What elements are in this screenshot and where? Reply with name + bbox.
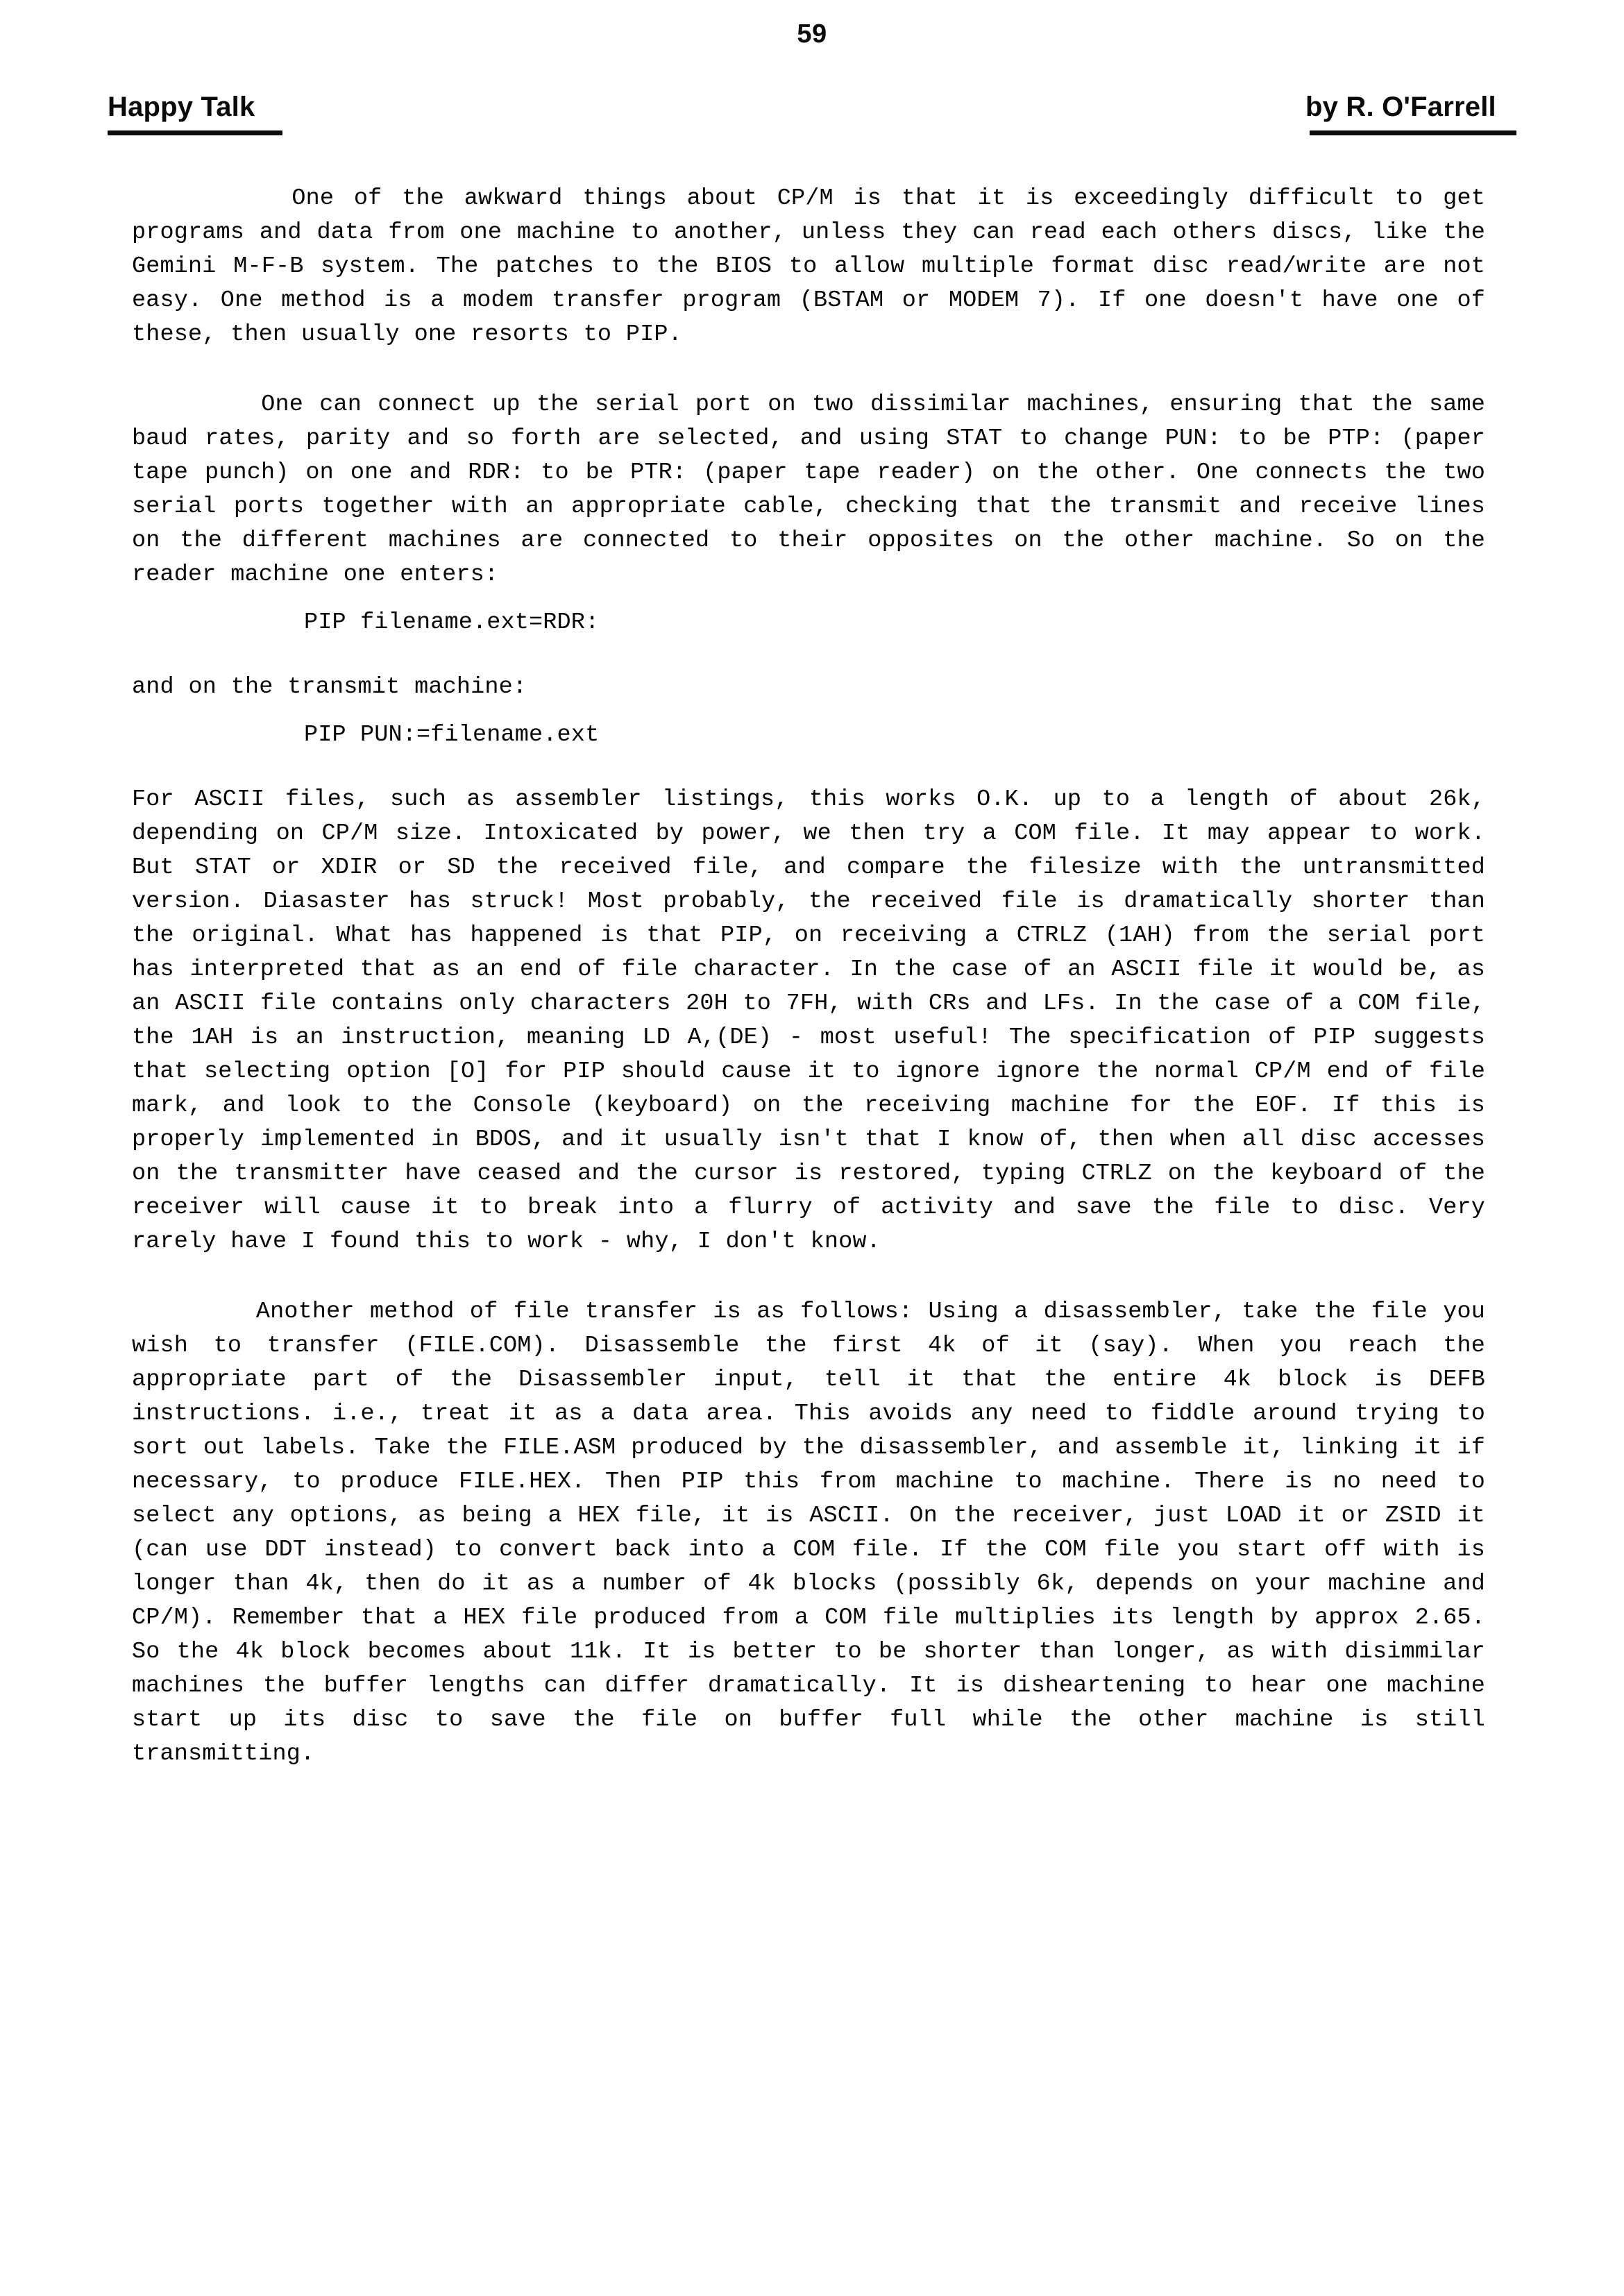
- paragraph-intro-cpm-transfer: One of the awkward things about CP/M is that it is exceedingly difficult to get programs and data from one machine to another, unless they can read each others discs, like the Gemini M-F-B system. The patches to the BIOS to allow multiple format disc read/write are not easy. One method is a modem transfer program (BSTAM or MODEM 7). If one doesn't have one of these, then usually one resorts to PIP.: [132, 185, 1500, 348]
- paragraph-serial-port-setup: One can connect up the serial port on two dissimilar machines, ensuring that the same baud rates, parity and so forth are selected, and using STAT to change PUN: to be PTP: (paper tape punch) on one and RDR: to be PTR: (paper tape reader) on the other. One connects the two serial ports together with an appropriate cable, checking that the transmit and receive lines on the different machines are connected to their opposites on the other machine. So on the reader machine one enters:: [132, 391, 1500, 588]
- paragraph-disassembler-hex-method: Another method of file transfer is as follows: Using a disassembler, take the file you wish to transfer (FILE.COM). Disassemble the first 4k of it (say). When you reach the appropriate part of the Disassembler input, tell it that the entire 4k block is DEFB instructions. i.e., treat it as a data area. This avoids any need to fiddle around trying to sort out labels. Take the FILE.ASM produced by the disassembler, and assemble it, linking it if necessary, to produce FILE.HEX. Then PIP this from machine to machine. There is no need to select any options, as being a HEX file, it is ASCII. On the receiver, just LOAD it or ZSID it (can use DDT instead) to convert back into a COM file. If the COM file you start off with is longer than 4k, then do it as a number of 4k blocks (possibly 6k, depends on your machine and CP/M). Remember that a HEX file produced from a COM file multiplies its length by approx 2.65. So the 4k block becomes about 11k. It is better to be shorter than longer, as with disimmilar machines the buffer lengths can differ dramatically. It is disheartening to hear one machine start up its disc to save the file on buffer full while the other machine is still transmitting.: [132, 1299, 1500, 1767]
- column-title: Happy Talk: [108, 92, 255, 122]
- column-title-block: [108, 92, 282, 135]
- byline-block: [1305, 92, 1516, 135]
- paragraph-ascii-com-eof-problem: For ASCII files, such as assembler listings, this works O.K. up to a length of about 26k, depending on CP/M size. Intoxicated by power, we then try a COM file. It may appear to work. But STAT or XDIR or SD the received file, and compare the filesize with the untransmitted version. Diasaster has struck! Most probably, the received file is dramatically shorter than the original. What has happened is that PIP, on receiving a CTRLZ (1AH) from the serial port has interpreted that as an end of file character. In the case of an ASCII file it would be, as an ASCII file contains only characters 20H to 7FH, with CRs and LFs. In the case of a COM file, the 1AH is an instruction, meaning LD A,(DE) - most useful! The specification of PIP suggests that selecting option [O] for PIP should cause it to ignore ignore the normal CP/M end of file mark, and look to the Console (keyboard) on the receiving machine for the EOF. If this is properly implemented in BDOS, and it usually isn't that I know of, then when all disc accesses on the transmitter have ceased and the cursor is restored, typing CTRLZ on the keyboard of the receiver will cause it to break into a flurry of activity and save the file to disc. Very rarely have I found this to work - why, I don't know.: [132, 786, 1500, 1255]
- page-number: 59: [797, 19, 827, 49]
- command-line-reader: PIP filename.ext=RDR:: [304, 609, 600, 636]
- running-head: [108, 92, 1516, 135]
- body-text-area: [132, 182, 1500, 1798]
- paragraph-transmit-machine-lead: and on the transmit machine:: [132, 674, 527, 700]
- byline: by R. O'Farrell: [1305, 92, 1496, 122]
- byline-rule: [1310, 130, 1516, 135]
- command-line-transmitter: PIP PUN:=filename.ext: [304, 722, 600, 748]
- column-title-rule: [108, 130, 282, 135]
